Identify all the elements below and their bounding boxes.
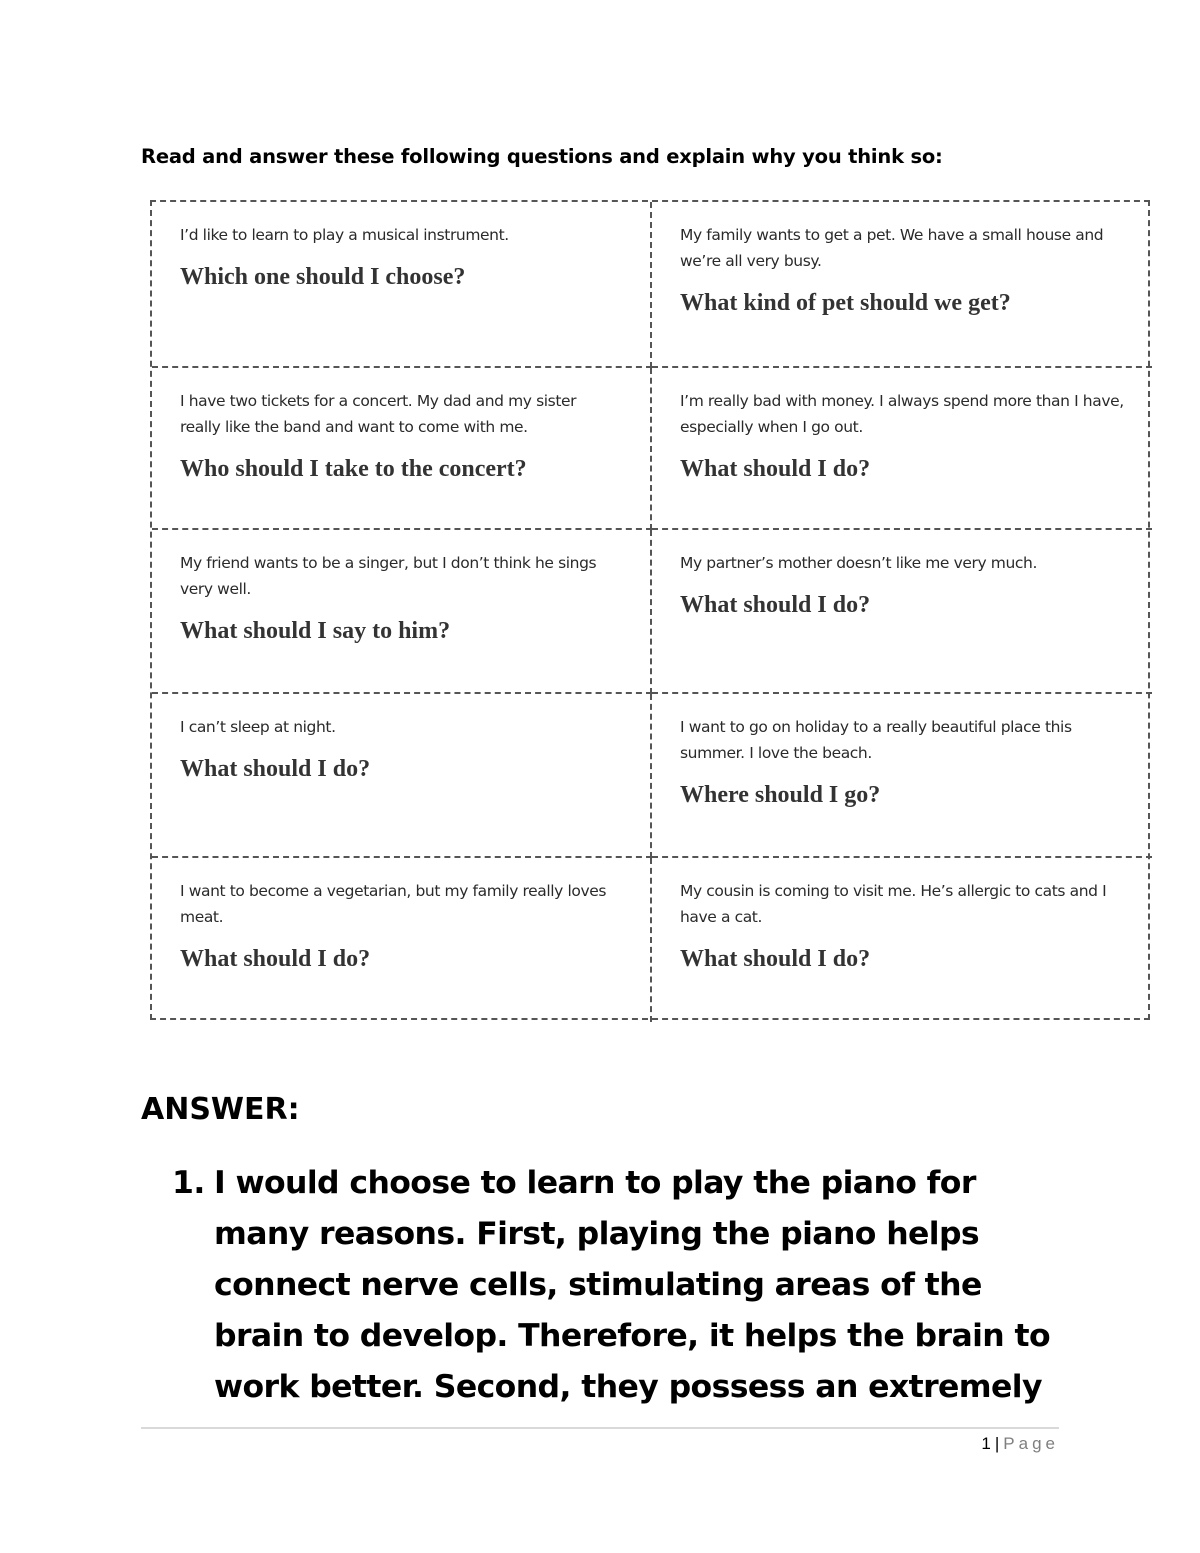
card-prompt: I’d like to learn to play a musical instrument. bbox=[180, 226, 509, 244]
card-prompt: I want to become a vegetarian, but my family really loves meat. bbox=[180, 882, 607, 926]
question-card bbox=[152, 694, 652, 858]
footer-separator: | bbox=[994, 1434, 1000, 1453]
card-question: What should I do? bbox=[680, 456, 871, 482]
card-prompt: My partner’s mother doesn’t like me very much. bbox=[680, 554, 1037, 572]
question-card bbox=[652, 858, 1152, 1022]
answer-item bbox=[172, 1158, 1052, 1413]
card-question: What should I do? bbox=[680, 592, 871, 618]
card-question: What kind of pet should we get? bbox=[680, 290, 1011, 316]
question-card bbox=[152, 202, 652, 368]
answer-number: 1. bbox=[172, 1165, 205, 1201]
question-card bbox=[152, 858, 652, 1022]
card-prompt: I’m really bad with money. I always spend more than I have, especially when I go out. bbox=[680, 392, 1124, 436]
card-prompt: I want to go on holiday to a really beautiful place this summer. I love the beach. bbox=[680, 718, 1072, 762]
question-card bbox=[652, 202, 1152, 368]
page-label: Page bbox=[1003, 1434, 1059, 1453]
answer-heading: ANSWER: bbox=[141, 1092, 300, 1127]
card-question: Where should I go? bbox=[680, 782, 881, 808]
card-question: Which one should I choose? bbox=[180, 264, 466, 290]
card-prompt: My cousin is coming to visit me. He’s allergic to cats and I have a cat. bbox=[680, 882, 1107, 926]
question-card bbox=[652, 694, 1152, 858]
card-question: What should I do? bbox=[180, 756, 371, 782]
card-question: Who should I take to the concert? bbox=[180, 456, 527, 482]
page-number: 1 bbox=[981, 1434, 991, 1453]
question-card bbox=[652, 368, 1152, 530]
card-question: What should I do? bbox=[180, 946, 371, 972]
page-footer bbox=[981, 1434, 1059, 1454]
question-cards-grid bbox=[150, 200, 1150, 1020]
instruction-text: Read and answer these following questions and explain why you think so: bbox=[141, 145, 943, 168]
card-prompt: I have two tickets for a concert. My dad and my sister really like the band and want to come with me. bbox=[180, 392, 577, 436]
question-card bbox=[152, 530, 652, 694]
card-prompt: My family wants to get a pet. We have a small house and we’re all very busy. bbox=[680, 226, 1104, 270]
card-prompt: My friend wants to be a singer, but I don’t think he sings very well. bbox=[180, 554, 597, 598]
card-question: What should I do? bbox=[680, 946, 871, 972]
answer-list bbox=[172, 1158, 1052, 1413]
question-card bbox=[152, 368, 652, 530]
card-prompt: I can’t sleep at night. bbox=[180, 718, 336, 736]
footer-divider bbox=[141, 1427, 1059, 1429]
answer-text: I would choose to learn to play the piano for many reasons. First, playing the piano helps connect nerve cells, stimulating areas of the brain to develop. Therefore, it helps the brain to work better. Second, they possess an extremely bbox=[214, 1165, 1050, 1405]
question-card bbox=[652, 530, 1152, 694]
card-question: What should I say to him? bbox=[180, 618, 451, 644]
